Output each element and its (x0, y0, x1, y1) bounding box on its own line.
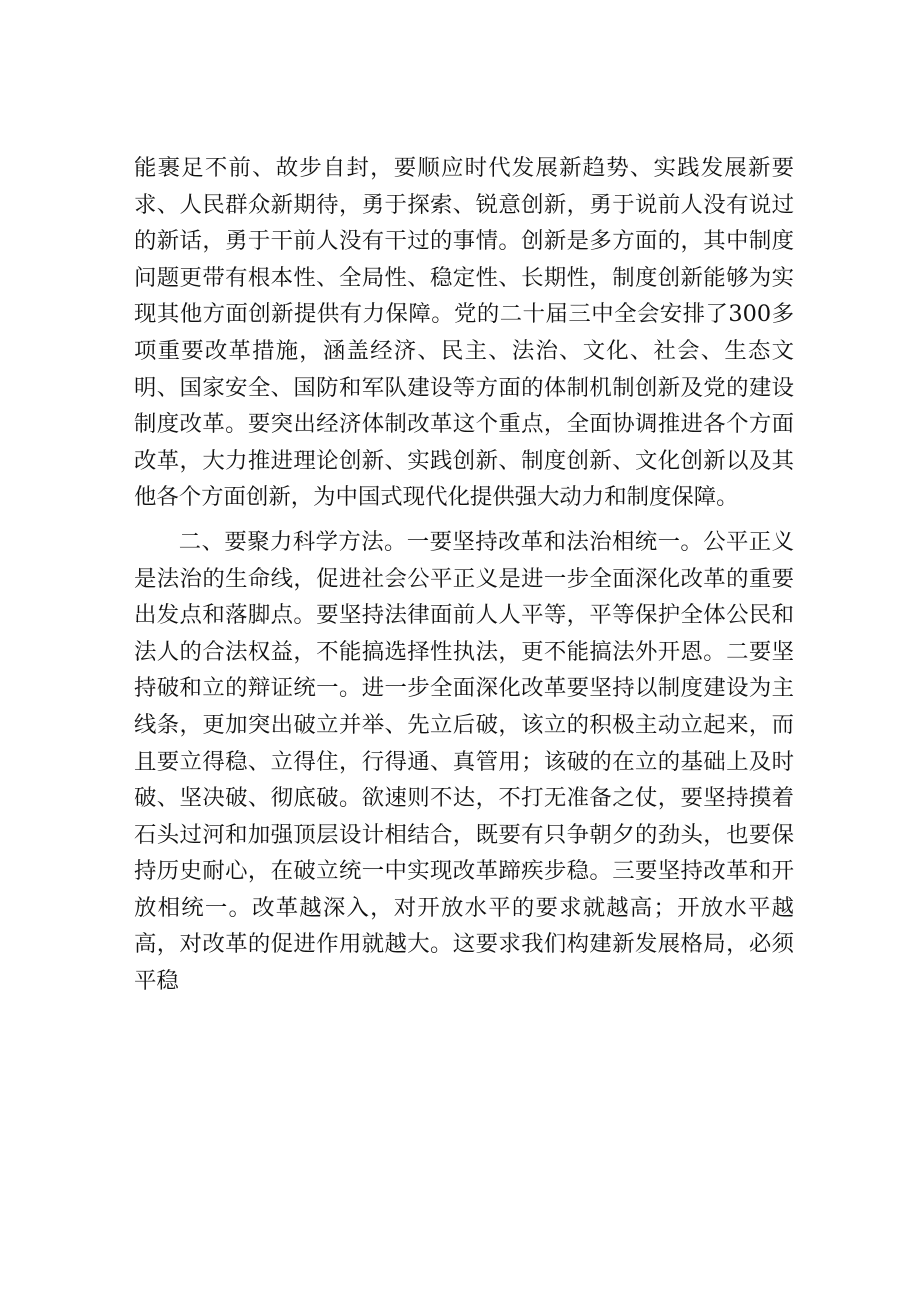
body-text (134, 150, 794, 1000)
paragraph-continuation: 能裹足不前、故步自封，要顺应时代发展新趋势、实践发展新要求、人民群众新期待，勇于探索、锐意创新，勇于说前人没有说过的新话，勇于干前人没有干过的事情。创新是多方面的，其中制度问题更带有根本性、全局性、稳定性、长期性，制度创新能够为实现其他方面创新提供有力保障。党的二十届三中全会安排了300多项重要改革措施，涵盖经济、民主、法治、文化、社会、生态文明、国家安全、国防和军队建设等方面的体制机制创新及党的建设制度改革。要突出经济体制改革这个重点，全面协调推进各个方面改革，大力推进理论创新、实践创新、制度创新、文化创新以及其他各个方面创新，为中国式现代化提供强大动力和制度保障。 (134, 155, 794, 511)
paragraph-section-two: 二、要聚力科学方法。一要坚持改革和法治相统一。公平正义是法治的生命线，促进社会公平正义是进一步全面深化改革的重要出发点和落脚点。要坚持法律面前人人平等，平等保护全体公民和法人的合法权益，不能搞选择性执法，更不能搞法外开恩。二要坚持破和立的辩证统一。进一步全面深化改革要坚持以制度建设为主线条，更加突出破立并举、先立后破，该立的积极主动立起来，而且要立得稳、立得住，行得通、真管用；该破的在立的基础上及时破、坚决破、彻底破。欲速则不达，不打无准备之仗，要坚持摸着石头过河和加强顶层设计相结合，既要有只争朝夕的劲头，也要保持历史耐心，在破立统一中实现改革蹄疾步稳。三要坚持改革和开放相统一。改革越深入，对开放水平的要求就越高；开放水平越高，对改革的促进作用就越大。这要求我们构建新发展格局，必须平稳 (134, 528, 794, 995)
